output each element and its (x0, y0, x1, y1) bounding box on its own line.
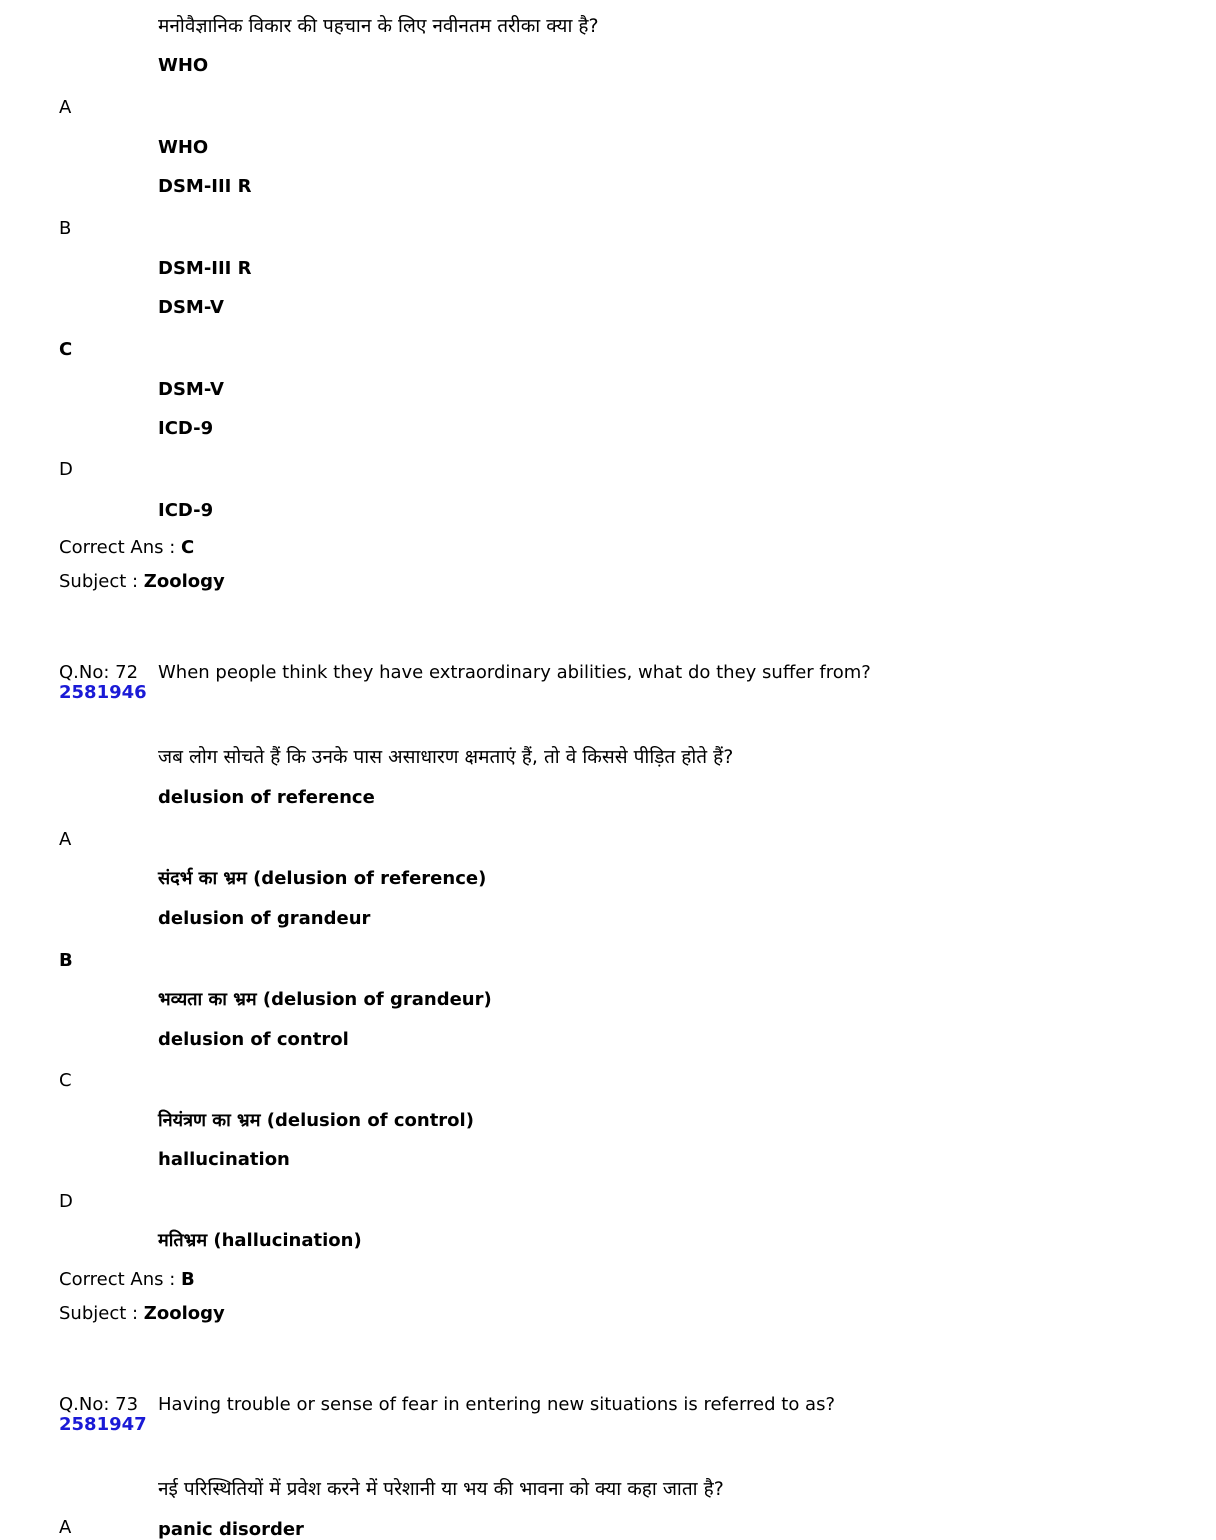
q71-option-b-hi: DSM-III R (158, 258, 252, 279)
q71-option-a-hi: WHO (158, 137, 209, 158)
q73-hindi-question: नई परिस्थितियों में प्रवेश करने में परेशानी या भय की भावना को क्या कहा जाता है? (158, 1478, 724, 1500)
q72-hindi-question: जब लोग सोचते हैं कि उनके पास असाधारण क्षमताएं हैं, तो वे किससे पीड़ित होते हैं? (158, 746, 734, 768)
q71-option-b-letter: B (59, 218, 72, 239)
subject-label: Subject : (59, 1303, 144, 1324)
q71-option-d-en: ICD-9 (158, 418, 214, 439)
q72-subject (59, 1305, 225, 1323)
q72-option-c-hi: नियंत्रण का भ्रम (delusion of control) (158, 1110, 474, 1131)
q73-number: Q.No: 73 (59, 1394, 139, 1415)
q71-correct-answer (59, 539, 194, 557)
q73-question: Having trouble or sense of fear in entering new situations is referred to as? (158, 1394, 836, 1415)
q71-option-c-hi: DSM-V (158, 379, 224, 400)
q72-option-b-letter: B (59, 950, 73, 971)
correct-ans-label: Correct Ans : (59, 1269, 182, 1290)
subject-label: Subject : (59, 571, 144, 592)
correct-ans-value: B (181, 1269, 195, 1290)
q72-option-c-letter: C (59, 1070, 72, 1091)
q72-option-b-hi: भव्यता का भ्रम (delusion of grandeur) (158, 989, 492, 1010)
q72-option-d-letter: D (59, 1191, 73, 1212)
q72-option-a-hi: संदर्भ का भ्रम (delusion of reference) (158, 868, 487, 889)
q73-option-a-letter: A (59, 1517, 72, 1538)
q72-option-d-en: hallucination (158, 1149, 290, 1170)
q72-option-a-en: delusion of reference (158, 787, 375, 808)
q73-option-a-en: panic disorder (158, 1519, 304, 1540)
subject-value: Zoology (143, 1303, 225, 1324)
q71-option-c-en: DSM-V (158, 297, 224, 318)
q73-question-id: 2581947 (59, 1414, 147, 1435)
q71-option-d-hi: ICD-9 (158, 500, 214, 521)
q71-option-d-letter: D (59, 459, 73, 480)
q71-option-b-en: DSM-III R (158, 176, 252, 197)
q71-subject (59, 573, 225, 591)
q72-number: Q.No: 72 (59, 662, 139, 683)
q71-option-a-en: WHO (158, 55, 209, 76)
q71-hindi-question: मनोवैज्ञानिक विकार की पहचान के लिए नवीनतम तरीका क्या है? (158, 15, 599, 37)
q71-option-c-letter: C (59, 339, 73, 360)
correct-ans-value: C (181, 537, 195, 558)
q72-option-b-en: delusion of grandeur (158, 908, 371, 929)
q72-question: When people think they have extraordinary abilities, what do they suffer from? (158, 662, 871, 683)
q72-option-c-en: delusion of control (158, 1029, 349, 1050)
subject-value: Zoology (143, 571, 225, 592)
q72-correct-answer (59, 1271, 195, 1289)
q72-option-d-hi: मतिभ्रम (hallucination) (158, 1230, 362, 1251)
q71-option-a-letter: A (59, 97, 72, 118)
q72-option-a-letter: A (59, 829, 72, 850)
correct-ans-label: Correct Ans : (59, 537, 182, 558)
q72-question-id: 2581946 (59, 682, 147, 703)
